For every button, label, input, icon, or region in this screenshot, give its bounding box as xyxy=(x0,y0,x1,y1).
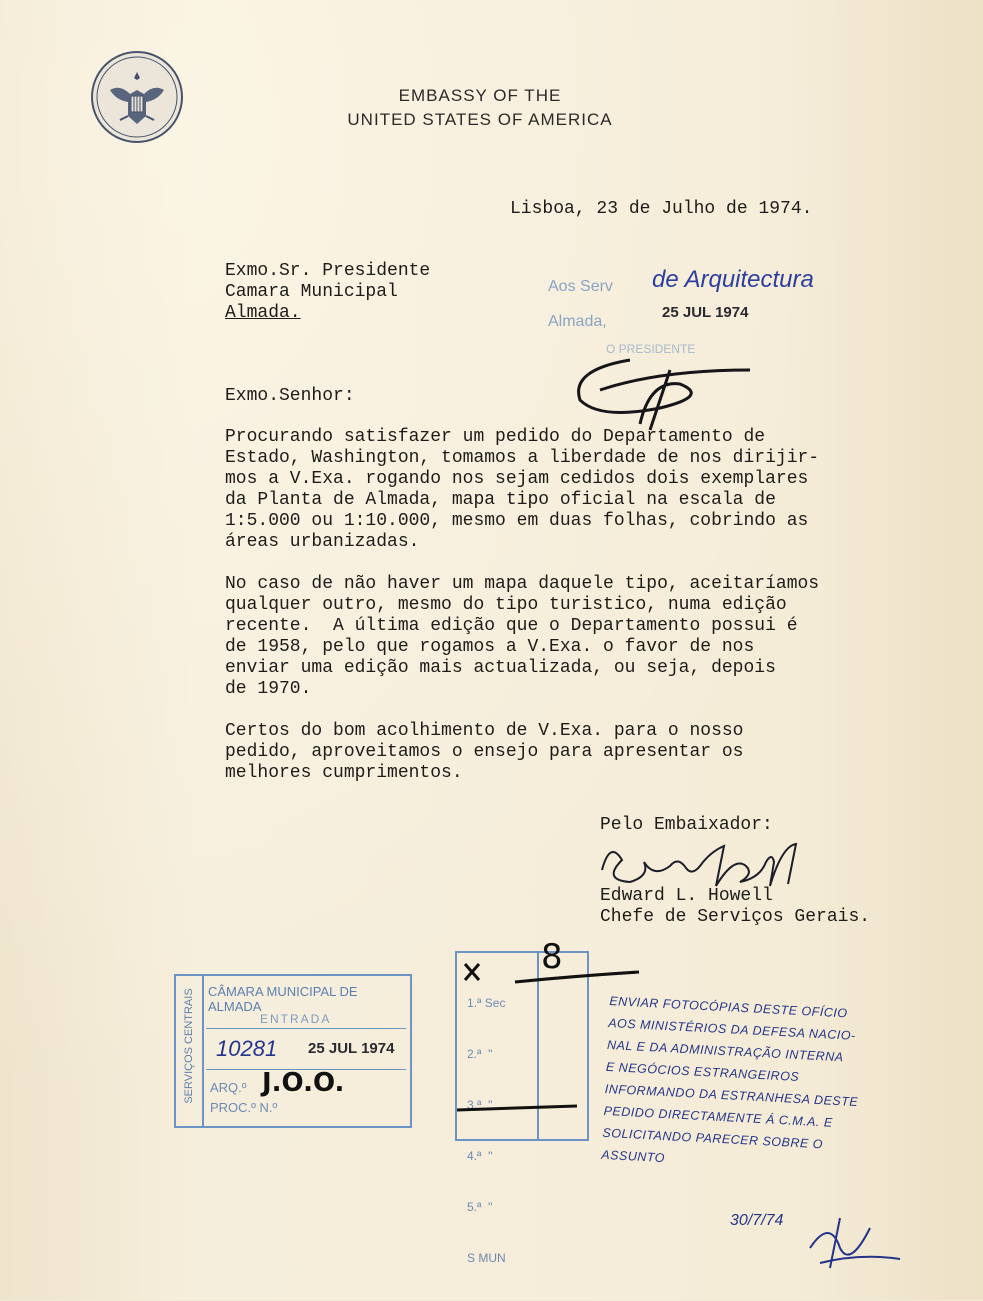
stamp-arq-value: J.O.O. xyxy=(262,1068,345,1098)
letterhead xyxy=(300,84,660,132)
president-signature xyxy=(560,350,790,440)
date-line: Lisboa, 23 de Julho de 1974. xyxy=(510,199,813,219)
recipient-line-1: Exmo.Sr. Presidente xyxy=(225,261,431,281)
closing: Pelo Embaixador: xyxy=(600,815,773,835)
signer-name: Edward L. Howell xyxy=(600,886,773,906)
stamp-arq-label: ARQ.º xyxy=(210,1080,247,1095)
stamp-proc-label: PROC.º N.º xyxy=(210,1100,278,1115)
section-row: 2.ª " xyxy=(467,1047,493,1061)
paragraph-line: No caso de não haver um mapa daquele tipo, aceitaríamos xyxy=(225,574,820,594)
section-row: 5.ª " xyxy=(467,1200,493,1214)
great-seal-emblem xyxy=(90,50,184,144)
note-signature xyxy=(800,1208,920,1278)
note-line: PEDIDO DIRECTAMENTE Á C.M.A. E xyxy=(603,1103,834,1130)
paragraph-line: de 1970. xyxy=(225,679,312,699)
section-row: 1.ª Sec xyxy=(467,996,506,1010)
sections-hand-mark: 8 xyxy=(541,937,563,977)
section-row: 4.ª " xyxy=(467,1149,493,1163)
paragraph-line: qualquer outro, mesmo do tipo turistico, numa edição xyxy=(225,595,787,615)
stamp-line-aos-serv: Aos Serv xyxy=(548,278,613,295)
salutation: Exmo.Senhor: xyxy=(225,386,355,406)
paragraph-line: Estado, Washington, tomamos a liberdade de nos dirijir- xyxy=(225,448,820,468)
paragraph-line: 1:5.000 ou 1:10.000, mesmo em duas folhas, cobrindo as xyxy=(225,511,809,531)
paragraph-line: enviar uma edição mais actualizada, ou seja, depois xyxy=(225,658,776,678)
note-line: INFORMANDO DA ESTRANHESA DESTE xyxy=(604,1081,859,1110)
paragraph-line: de 1958, pelo que rogamos a V.Exa. o favor de nos xyxy=(225,637,755,657)
paragraph-3 xyxy=(225,721,925,784)
paragraph-line: melhores cumprimentos. xyxy=(225,763,463,783)
stamp-line-presidente: O PRESIDENTE xyxy=(606,342,696,356)
section-row: S MUN xyxy=(467,1251,506,1265)
paragraph-line: pedido, aproveitamos o ensejo para apresentar os xyxy=(225,742,744,762)
stamp-entrada: ENTRADA xyxy=(260,1012,332,1026)
signer-title: Chefe de Serviços Gerais. xyxy=(600,907,871,927)
letterhead-line-1: EMBASSY OF THE xyxy=(398,86,562,105)
note-line: NAL E DA ADMINISTRAÇÃO INTERNA xyxy=(606,1037,844,1065)
recipient-line-3: Almada. xyxy=(225,303,301,323)
stamp-entry-date: 25 JUL 1974 xyxy=(308,1040,395,1057)
paragraph-line: da Planta de Almada, mapa tipo oficial na escala de xyxy=(225,490,776,510)
stamp-line-almada: Almada, xyxy=(548,313,607,330)
note-line: AOS MINISTÉRIOS DA DEFESA NACIO- xyxy=(607,1015,857,1043)
paragraph-2 xyxy=(225,574,925,700)
recipient-line-2: Camara Municipal xyxy=(225,282,398,302)
paragraph-1 xyxy=(225,427,925,553)
paragraph-line: Procurando satisfazer um pedido do Departamento de xyxy=(225,427,766,447)
handwritten-note xyxy=(601,990,980,1185)
note-line: ASSUNTO xyxy=(600,1147,666,1166)
note-date: 30/7/74 xyxy=(730,1212,784,1229)
stamp-hand-arquitectura: de Arquitectura xyxy=(652,266,814,293)
stamp-side-label: SERVIÇOS CENTRAIS xyxy=(183,988,195,1104)
stamp-camara-title: CÂMARA MUNICIPAL DE ALMADA xyxy=(208,984,358,1014)
paragraph-line: recente. A última edição que o Departamento possui é xyxy=(225,616,798,636)
stamp-entry-number: 10281 xyxy=(216,1036,278,1061)
section-row: 3.ª " xyxy=(467,1098,493,1112)
paragraph-line: áreas urbanizadas. xyxy=(225,532,420,552)
note-line: ENVIAR FOTOCÓPIAS DESTE OFÍCIO xyxy=(609,993,848,1021)
note-line: E NEGÓCIOS ESTRANGEIROS xyxy=(605,1059,800,1085)
paragraph-line: mos a V.Exa. rogando nos sejam cedidos dois exemplares xyxy=(225,469,809,489)
note-line: SOLICITANDO PARECER SOBRE O xyxy=(602,1125,824,1152)
paragraph-line: Certos do bom acolhimento de V.Exa. para o nosso xyxy=(225,721,744,741)
camara-municipal-stamp xyxy=(174,974,412,1128)
letterhead-line-2: UNITED STATES OF AMERICA xyxy=(347,110,613,129)
stamp-date: 25 JUL 1974 xyxy=(662,304,749,321)
